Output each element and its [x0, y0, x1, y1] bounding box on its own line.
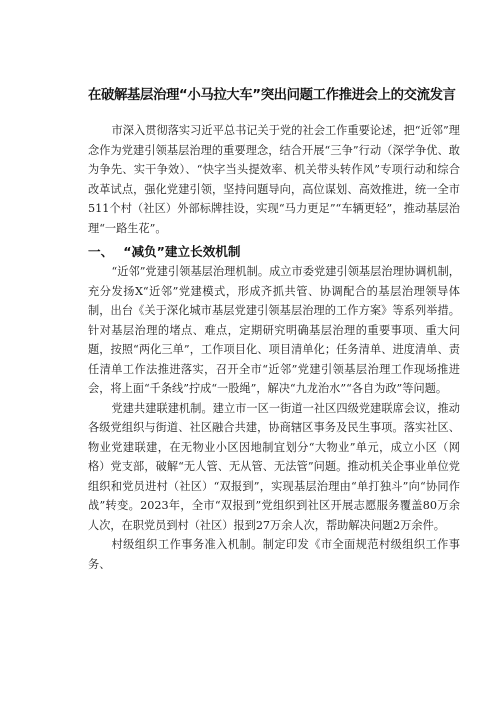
section-title: “减负”建立长效机制: [123, 244, 241, 259]
section-heading: [88, 241, 460, 262]
document-title: 在破解基层治理“小马拉大车”突出问题工作推进会上的交流发言: [88, 88, 456, 103]
intro-paragraph: 市深入贯彻落实习近平总书记关于党的社会工作重要论述，把“近邻”理念作为党建引领基层治理的重要理念，结合开展“三争”行动（深学争优、敢为争先、实干争效）、“快字当头提效率、机关带头转作风”专项行动和综合改革试点，强化党建引领，坚持问题导向，高位谋划、高效推进，统一全市511个村（社区）外部标牌挂设，实现“马力更足”“车辆更轻”，推动基层治理“一路生花”。: [88, 124, 460, 235]
section-number: 一、: [88, 244, 114, 259]
body-paragraph-1: “近邻”党建引领基层治理机制。成立市委党建引领基层治理协调机制，充分发扬X“近邻”党建模式，形成齐抓共管、协调配合的基层治理领导体制，出台《关于深化城市基层党建引领基层治理的工作方案》等系列举措。针对基层治理的堵点、难点，定期研究明确基层治理的重要事项、重大问题，按照“两化三单”，工作项目化、项目清单化；任务清单、进度清单、责任清单工作法推进落实，召开全市“近邻”党建引领基层治理工作现场推进会，将上面“千条线”拧成“一股绳”，解决“九龙治水”“各自为政”等问题。: [88, 265, 460, 395]
body-paragraph-3: 村级组织工作事务准入机制。制定印发《市全面规范村级组织工作事务、: [88, 538, 460, 571]
document-body: [88, 121, 460, 574]
body-paragraph-2: 党建共建联建机制。建立市一区一街道一社区四级党建联席会议，推动各级党组织与街道、社区融合共建，协商辖区事务及民生事项。落实社区、物业党建联建，在无物业小区因地制宜划分“大物业”单元，成立小区（网格）党支部，破解“无人管、无从管、无法管”问题。推动机关企事业单位党组织和党员进村（社区）“双报到”，实现基层治理由“单打独斗”向“协同作战”转变。2023年，全市“双报到”党组织到社区开展志愿服务覆盖80万余人次，在职党员到村（社区）报到27万余人次，帮助解决问题2万余件。: [88, 401, 460, 532]
